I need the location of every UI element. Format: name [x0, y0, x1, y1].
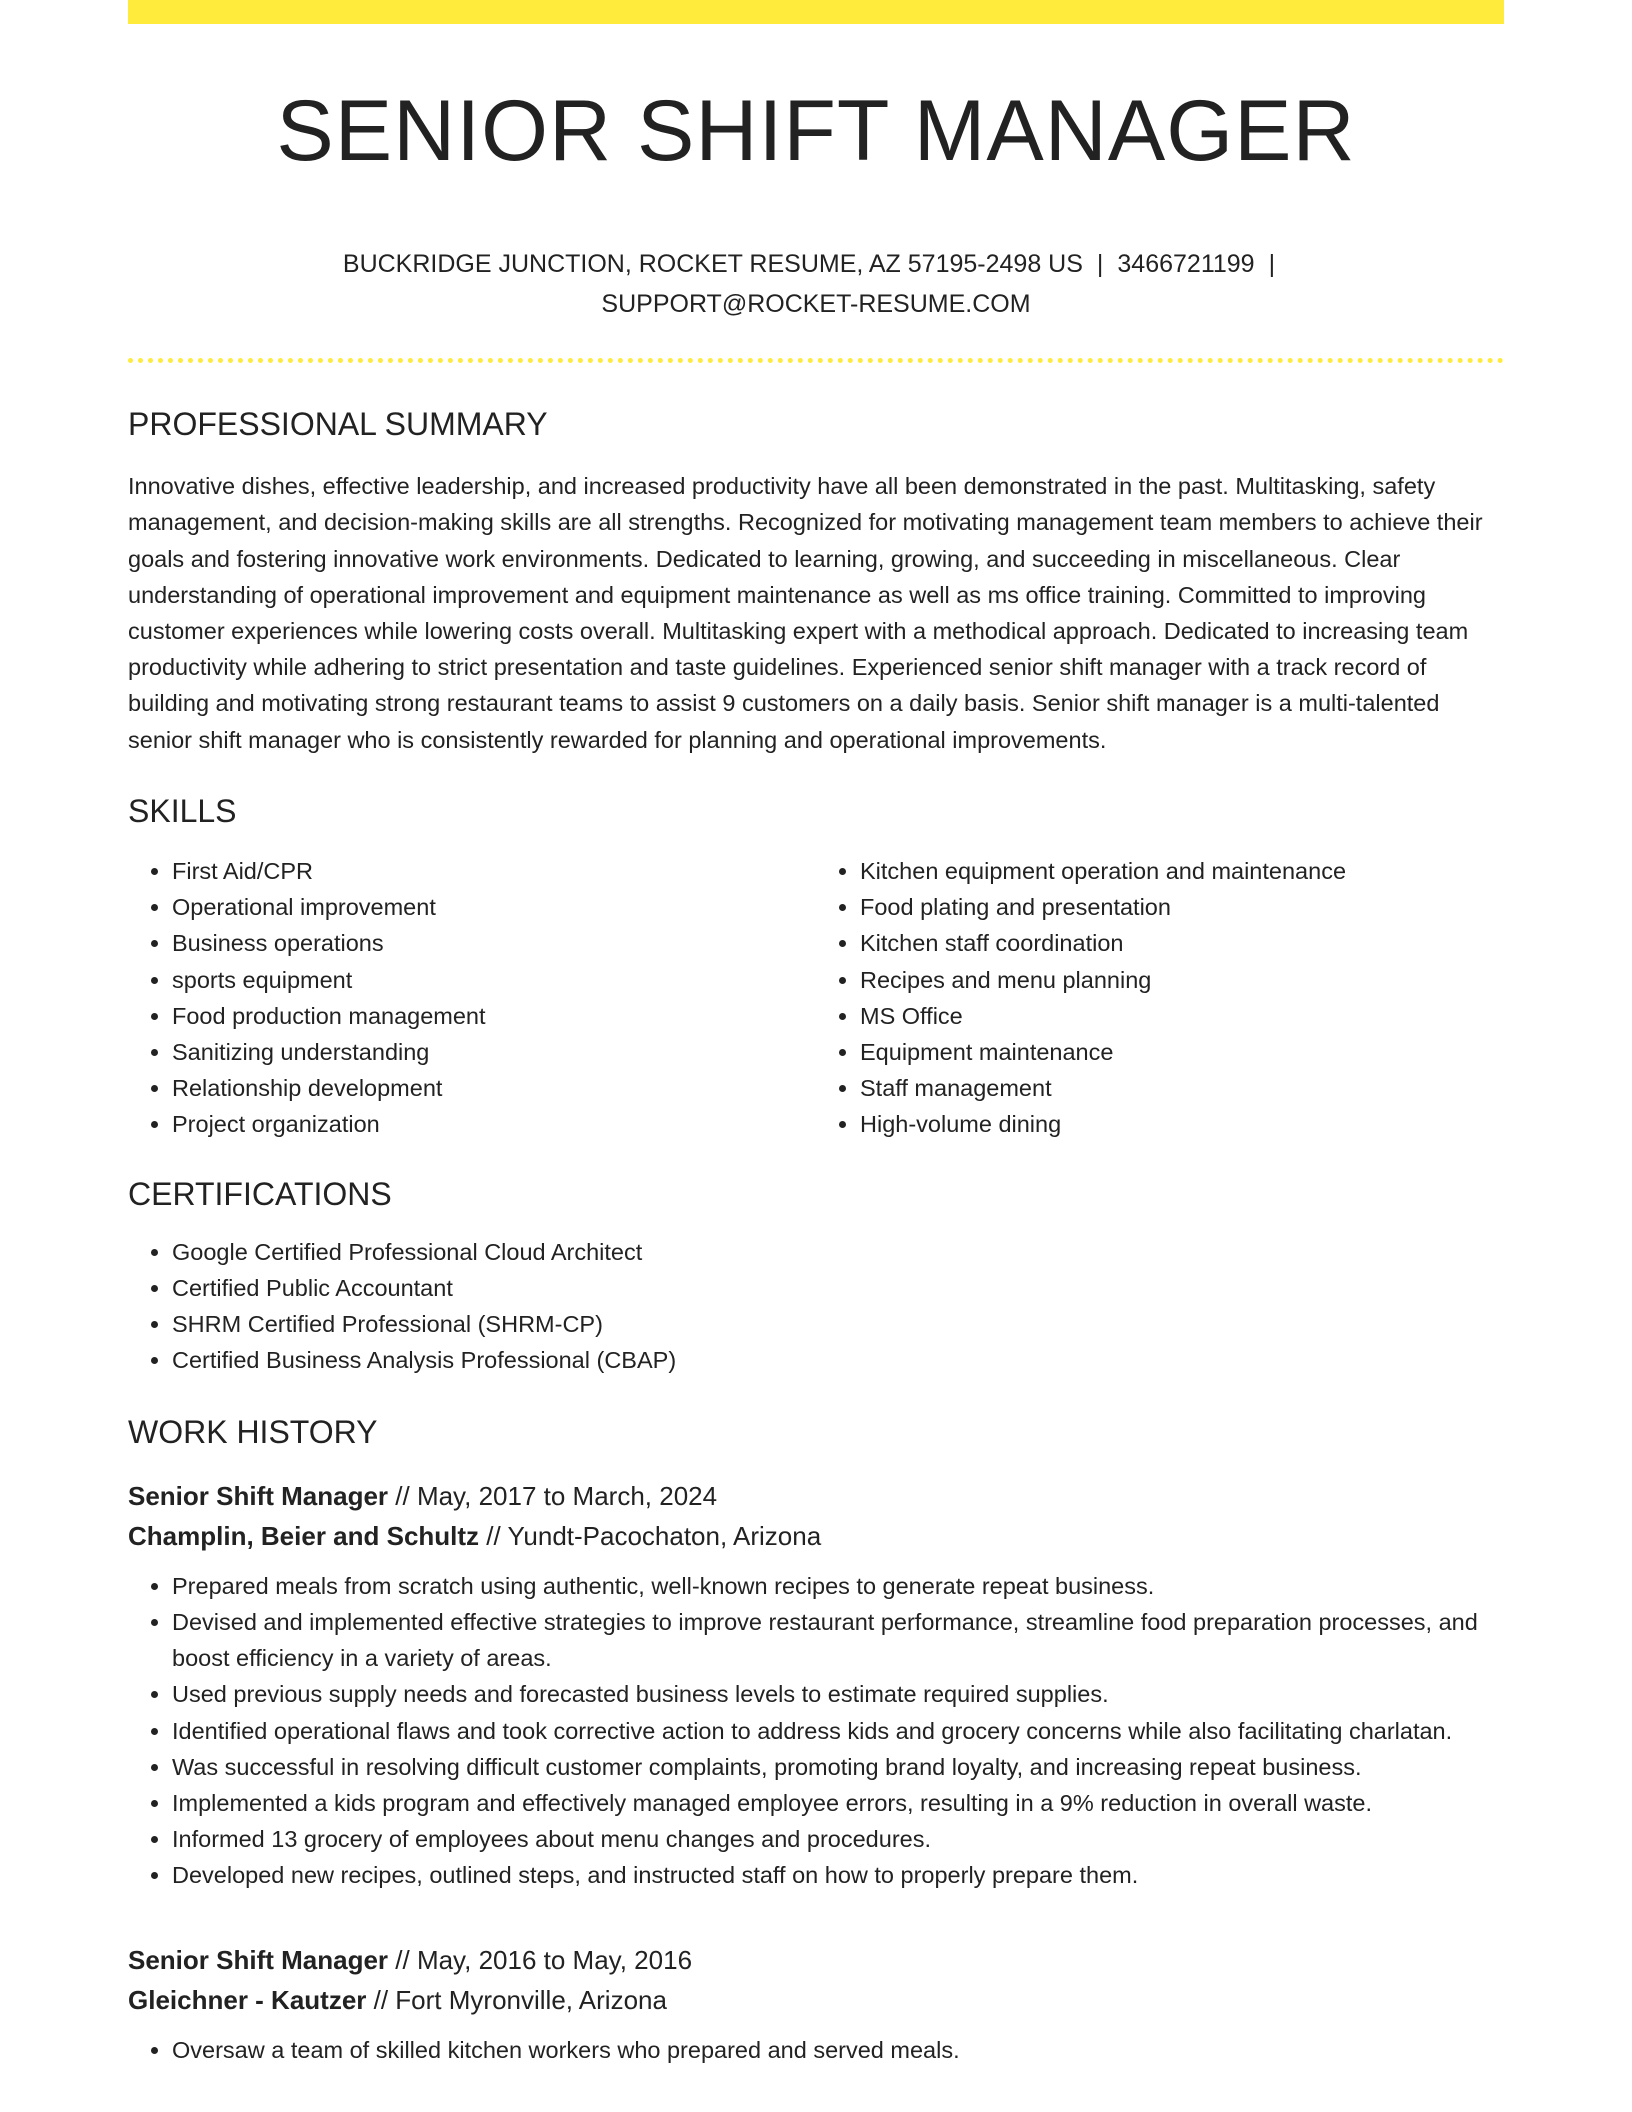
contact-info [128, 244, 1504, 324]
job-company: Champlin, Beier and Schultz [128, 1520, 480, 1551]
address: BUCKRIDGE JUNCTION, ROCKET RESUME, AZ 57195-2498 US [342, 250, 1083, 278]
skill-item: • Food plating and presentation [860, 889, 1504, 925]
job-title-line [128, 1476, 1504, 1516]
certification-item: • Certified Business Analysis Professional (CBAP) [172, 1342, 1504, 1378]
resume-title: SENIOR SHIFT MANAGER [276, 83, 1356, 179]
job-responsibilities [128, 1568, 1504, 1894]
job-dates: // May, 2016 to May, 2016 [388, 1944, 693, 1975]
certifications-heading: CERTIFICATIONS [128, 1175, 392, 1212]
skill-item: • Business operations [172, 925, 816, 961]
responsibility-item: • Informed 13 grocery of employees about menu changes and procedures. [172, 1821, 1504, 1857]
responsibility-item: • Developed new recipes, outlined steps, and instructed staff on how to properly prepare them. [172, 1857, 1504, 1893]
job-location: // Yundt-Pacochaton, Arizona [479, 1520, 822, 1551]
job-company-line [128, 1980, 1504, 2020]
job-title-line [128, 1940, 1504, 1980]
job-role: Senior Shift Manager [128, 1944, 389, 1975]
contact-line-2 [128, 284, 1504, 324]
certification-item: • Certified Public Accountant [172, 1270, 1504, 1306]
header-divider [128, 358, 1504, 363]
work-history-heading: WORK HISTORY [128, 1413, 378, 1450]
responsibility-item: • Identified operational flaws and took corrective action to address kids and grocery concerns while also facilitating charlatan. [172, 1713, 1504, 1749]
skill-item: • First Aid/CPR [172, 853, 816, 889]
responsibility-item: • Implemented a kids program and effectively managed employee errors, resulting in a 9% reduction in overall waste. [172, 1785, 1504, 1821]
certification-item: • SHRM Certified Professional (SHRM-CP) [172, 1306, 1504, 1342]
skill-item: • Project organization [172, 1106, 816, 1142]
skill-item: • Recipes and menu planning [860, 962, 1504, 998]
skill-item: • Staff management [860, 1070, 1504, 1106]
job-entry [128, 1940, 1504, 2068]
phone: 3466721199 [1117, 250, 1255, 278]
job-dates: // May, 2017 to March, 2024 [388, 1480, 718, 1511]
job-location: // Fort Myronville, Arizona [366, 1984, 667, 2015]
skill-item: • Sanitizing understanding [172, 1034, 816, 1070]
responsibility-item: • Oversaw a team of skilled kitchen workers who prepared and served meals. [172, 2032, 1504, 2068]
summary-text: Innovative dishes, effective leadership, and increased productivity have all been demonstrated in the past. Multitasking, safety management, and decision-making skills are all strengths. Recognized for motivating management team members to achieve their goals and fostering innovative work environments. Dedicated to learning, growing, and succeeding in miscellaneous. Clear understanding of operational improvement and equipment maintenance as well as ms office training. Committed to improving customer experiences while lowering costs overall. Multitasking expert with a methodical approach. Dedicated to increasing team productivity while adhering to strict presentation and taste guidelines. Experienced senior shift manager with a track record of building and motivating strong restaurant teams to assist 9 customers on a daily basis. Senior shift manager is a multi-talented senior shift manager who is consistently rewarded for planning and operational improvements. [128, 473, 1483, 753]
resume-page [128, 0, 1504, 2068]
skill-item: • High-volume dining [860, 1106, 1504, 1142]
email-link[interactable]: SUPPORT@ROCKET-RESUME.COM [601, 290, 1031, 318]
responsibility-item: • Was successful in resolving difficult customer complaints, promoting brand loyalty, and increasing repeat business. [172, 1749, 1504, 1785]
skill-item: • Kitchen equipment operation and maintenance [860, 853, 1504, 889]
skills-heading: SKILLS [128, 792, 237, 829]
skill-item: • Equipment maintenance [860, 1034, 1504, 1070]
skills-grid [128, 853, 1504, 1143]
certifications-list [128, 1234, 1504, 1379]
job-role: Senior Shift Manager [128, 1480, 389, 1511]
skills-list-left [128, 853, 816, 1143]
job-company: Gleichner - Kautzer [128, 1984, 367, 2015]
skill-item: • MS Office [860, 998, 1504, 1034]
skill-item: • Food production management [172, 998, 816, 1034]
contact-line-1 [128, 244, 1504, 284]
skill-item: • sports equipment [172, 962, 816, 998]
contact-separator: | [1268, 250, 1276, 278]
skill-item: • Relationship development [172, 1070, 816, 1106]
responsibility-item: • Prepared meals from scratch using authentic, well-known recipes to generate repeat business. [172, 1568, 1504, 1604]
top-accent-bar [128, 0, 1504, 24]
job-company-line [128, 1516, 1504, 1556]
summary-heading: PROFESSIONAL SUMMARY [128, 406, 548, 442]
skill-item: • Operational improvement [172, 889, 816, 925]
skills-list-right [816, 853, 1504, 1143]
responsibility-item: • Devised and implemented effective strategies to improve restaurant performance, streamline food preparation processes, and boost efficiency in a variety of areas. [172, 1604, 1504, 1676]
responsibility-item: • Used previous supply needs and forecasted business levels to estimate required supplies. [172, 1676, 1504, 1712]
certification-item: • Google Certified Professional Cloud Architect [172, 1234, 1504, 1270]
job-responsibilities [128, 2032, 1504, 2068]
job-entry [128, 1476, 1504, 1894]
skill-item: • Kitchen staff coordination [860, 925, 1504, 961]
contact-separator: | [1096, 250, 1104, 278]
